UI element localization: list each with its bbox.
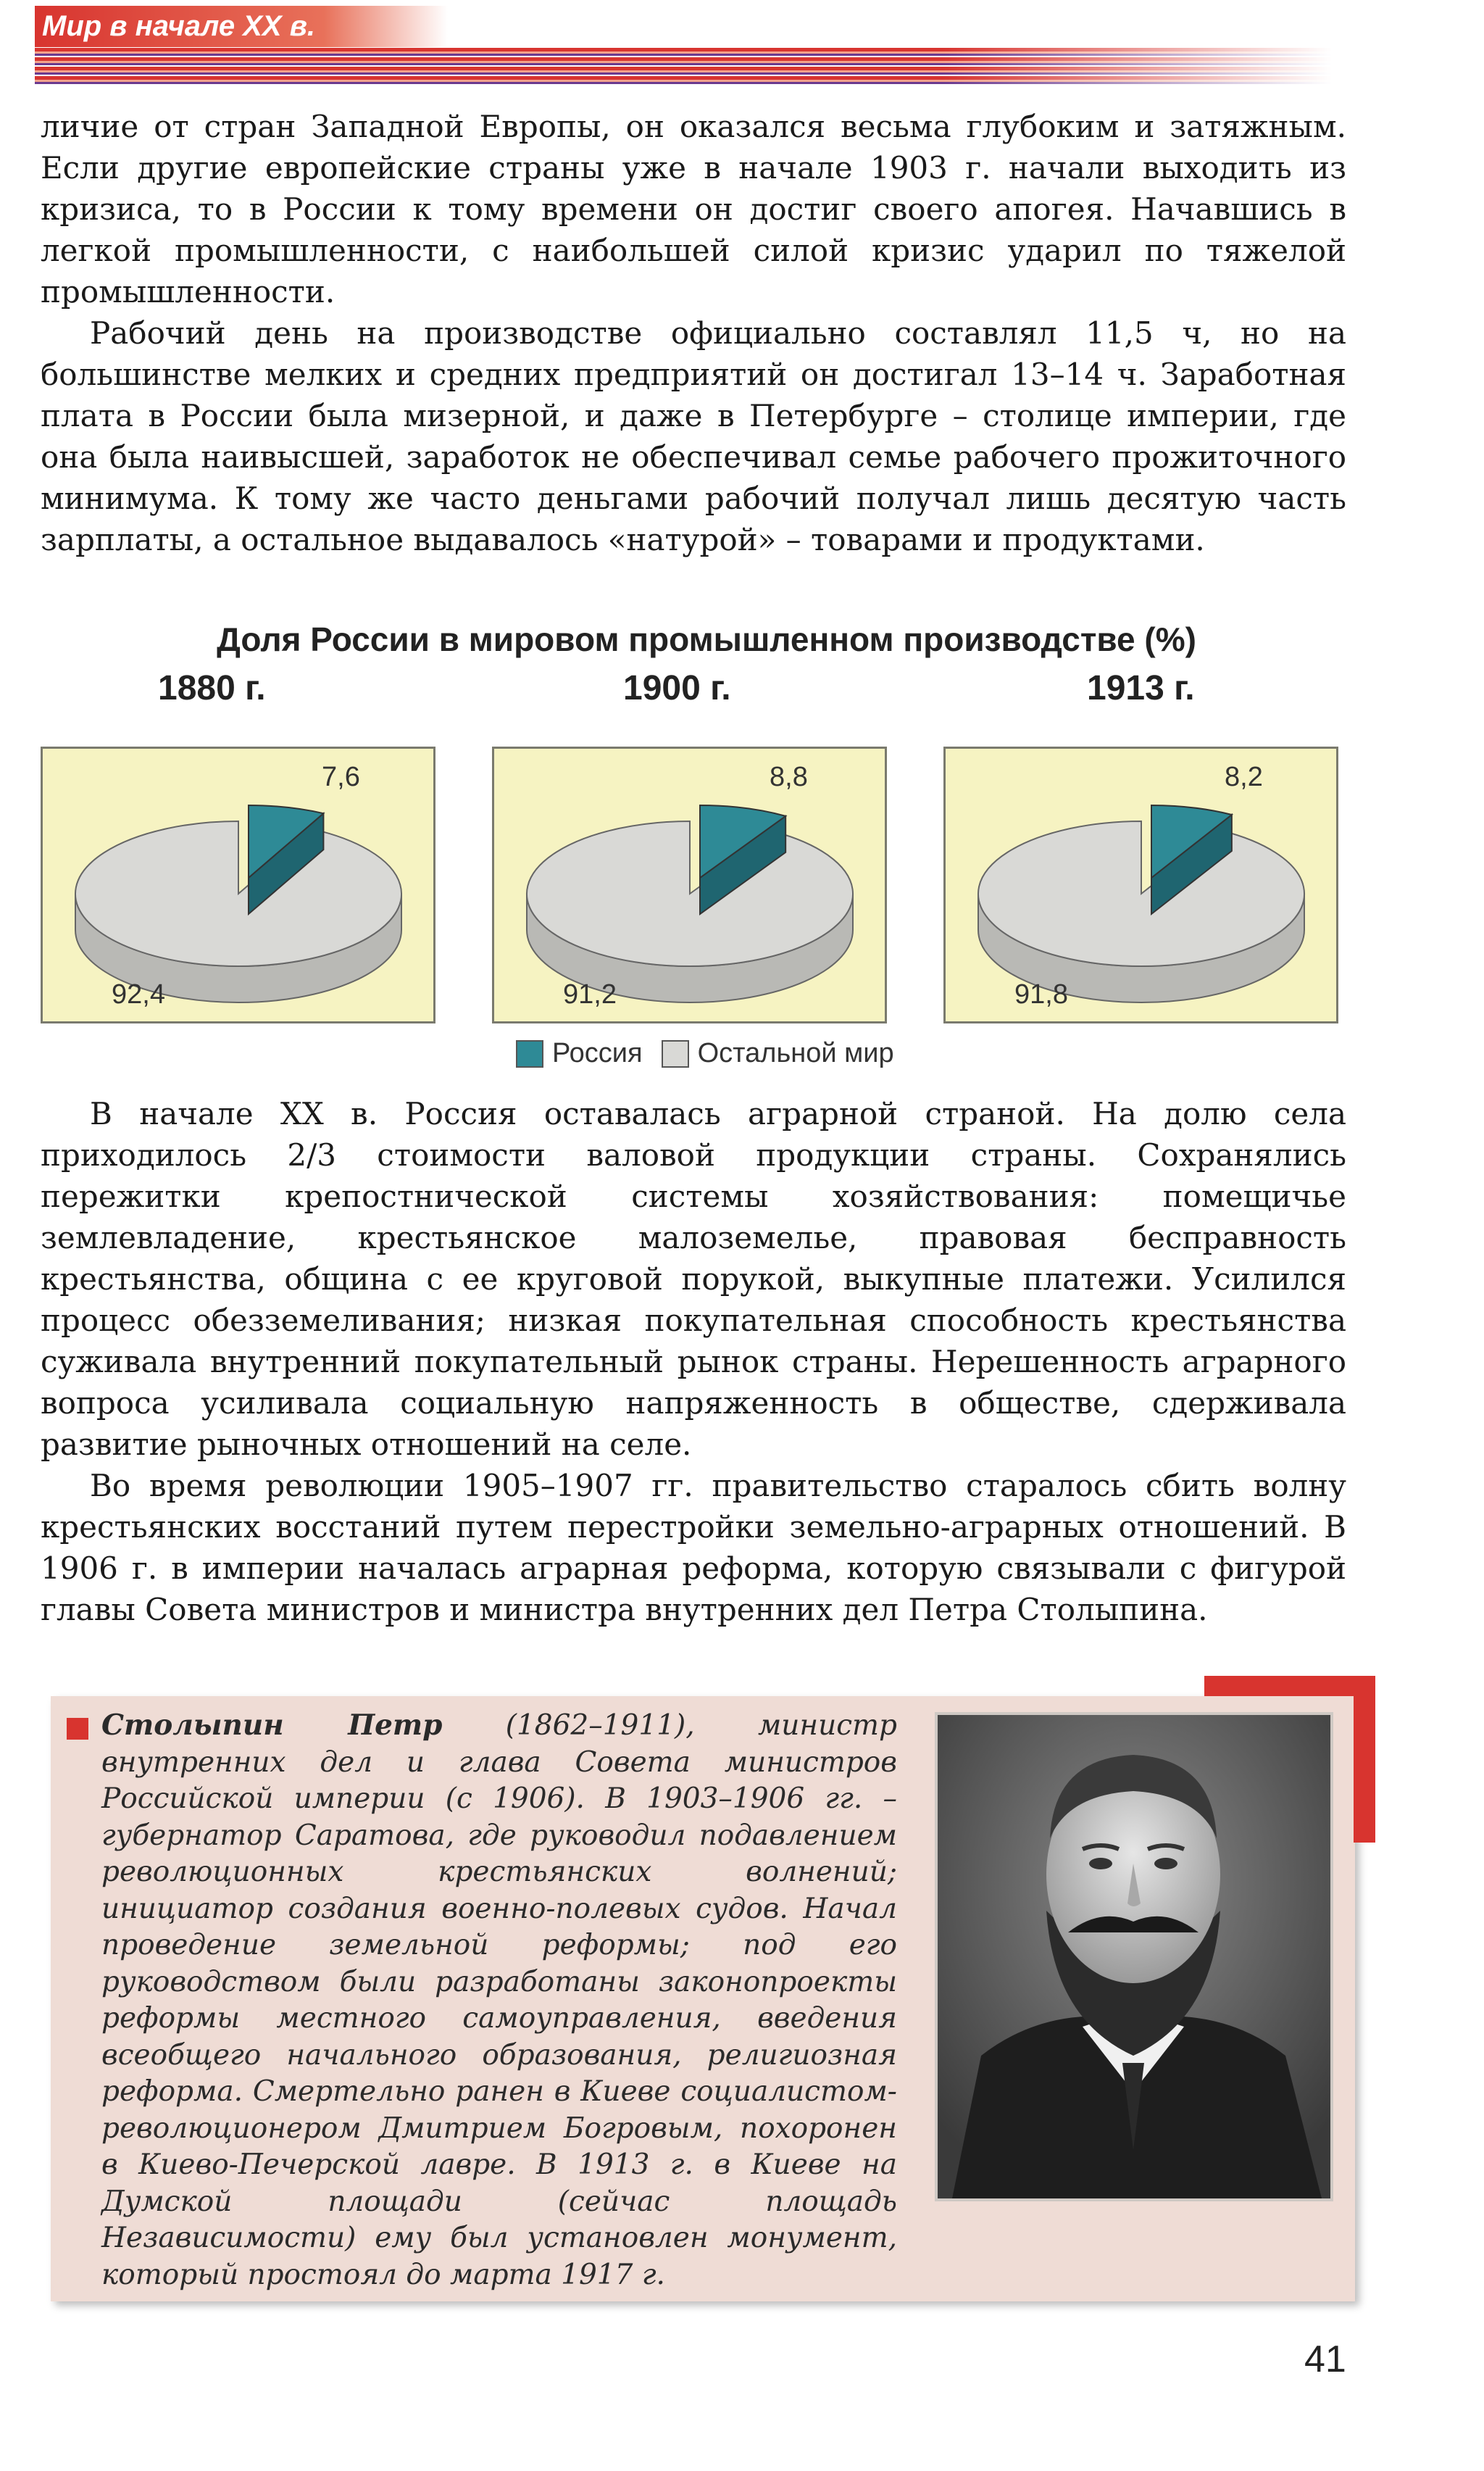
- year-label-1913: 1913 г.: [1087, 669, 1195, 707]
- pie-label-rest: 92,4: [112, 979, 165, 1010]
- pie-label-russia: 8,2: [1225, 762, 1263, 792]
- biography-text: [101, 1707, 897, 2293]
- legend-label-russia: Россия: [552, 1038, 643, 1068]
- chart-title: Доля России в мировом промышленном производстве (%): [217, 620, 1196, 658]
- portrait-illustration: [938, 1715, 1330, 2198]
- paragraph: личие от стран Западной Европы, он оказался весьма глубоким и затяжным. Если другие европейские страны уже в начале 1903 г. начали выходить из кризиса, то в России к тому времени он достиг своего апогея. Начавшись в легкой промышленности, с наибольшей силой кризис ударил по тяжелой промышленности.: [41, 109, 1346, 310]
- legend-swatch-russia: [516, 1040, 543, 1068]
- page-number: 41: [1304, 2338, 1346, 2380]
- pie-label-russia: 8,8: [770, 762, 808, 792]
- biography-body: (1862–1911), министр внутренних дел и глава Совета министров Российской империи (с 1906). В 1903–1906 гг. – губернатор Саратова, где руководил подавлением революционных крестьянских волнений; инициатор создания военно-полевых судов. Начал проведение земельной реформы; под его руководством были разработаны законопроекты реформы местного самоуправления, введения всеобщего начального образования, религиозная реформа. Смертельно ранен в Киеве социалистом-революционером Дмитрием Богровым, похоронен в Киево-Печерской лавре. В 1913 г. в Киеве на Думской площади (сейчас площадь Независимости) ему был установлен монумент, который простоял до марта 1917 г.: [101, 1709, 898, 2291]
- paragraph: Во время революции 1905–1907 гг. правительство старалось сбить волну крестьянских восстаний путем перестройки земельно-аграрных отношений. В 1906 г. в империи началась аграрная реформа, которую связывали с фигурой главы Совета министров и министра внутренних дел Петра Столыпина.: [41, 1468, 1346, 1627]
- square-bullet-icon: [67, 1718, 88, 1740]
- year-label-1880: 1880 г.: [158, 669, 266, 707]
- pie-chart-1900: [492, 747, 887, 1023]
- paragraph: Рабочий день на производстве официально составлял 11,5 ч, но на большинстве мелких и средних предприятий он достигал 13–14 ч. Заработная плата в России была мизерной, и даже в Петербурге – столице империи, где она была наивысшей, заработок не обеспечивал семье рабочего прожиточного минимума. К тому же часто деньгами рабочий получал лишь десятую часть зарплаты, а остальное выдавалось «натурой» – товарами и продуктами.: [41, 315, 1346, 557]
- pie-chart-1880: [41, 747, 435, 1023]
- pie-slice-rest: [527, 821, 853, 966]
- pie-slice-rest: [978, 821, 1304, 966]
- body-text-top: [41, 106, 1346, 560]
- pie-chart-1913: [943, 747, 1338, 1023]
- paragraph: В начале XX в. Россия оставалась аграрной страной. На долю села приходилось 2/3 стоимости валовой продукции страны. Сохранялись пережитки крепостнической системы хозяйствования: помещичье землевладение, крестьянское малоземелье, правовая бесправность крестьянства, община с ее круговой порукой, выкупные платежи. Усилился процесс обезземеливания; низкая покупательная способность крестьянства суживала внутренний покупательный рынок страны. Нерешенность аграрного вопроса усиливала социальную напряженность в обществе, сдерживала развитие рыночных отношений на селе.: [41, 1096, 1346, 1462]
- chart-legend: [516, 1038, 894, 1069]
- portrait-photo: [935, 1712, 1333, 2201]
- decorative-red-bar: [1204, 1676, 1375, 1696]
- biography-name: Столыпин Петр: [101, 1708, 443, 1742]
- pie-label-russia: 7,6: [322, 762, 360, 792]
- legend-swatch-rest: [662, 1040, 689, 1068]
- legend-label-rest: Остальной мир: [697, 1038, 894, 1068]
- pie-svg: [43, 749, 438, 1026]
- pie-label-rest: 91,2: [563, 979, 617, 1010]
- pie-slice-rest: [75, 821, 401, 966]
- body-text-bottom: [41, 1093, 1346, 1630]
- pie-label-rest: 91,8: [1014, 979, 1068, 1010]
- decorative-red-bar: [1354, 1676, 1375, 1843]
- running-title: Мир в начале XX в.: [35, 6, 448, 47]
- pie-svg: [494, 749, 889, 1026]
- header-stripe: [35, 48, 1332, 84]
- pie-svg: [946, 749, 1341, 1026]
- year-label-1900: 1900 г.: [623, 669, 731, 707]
